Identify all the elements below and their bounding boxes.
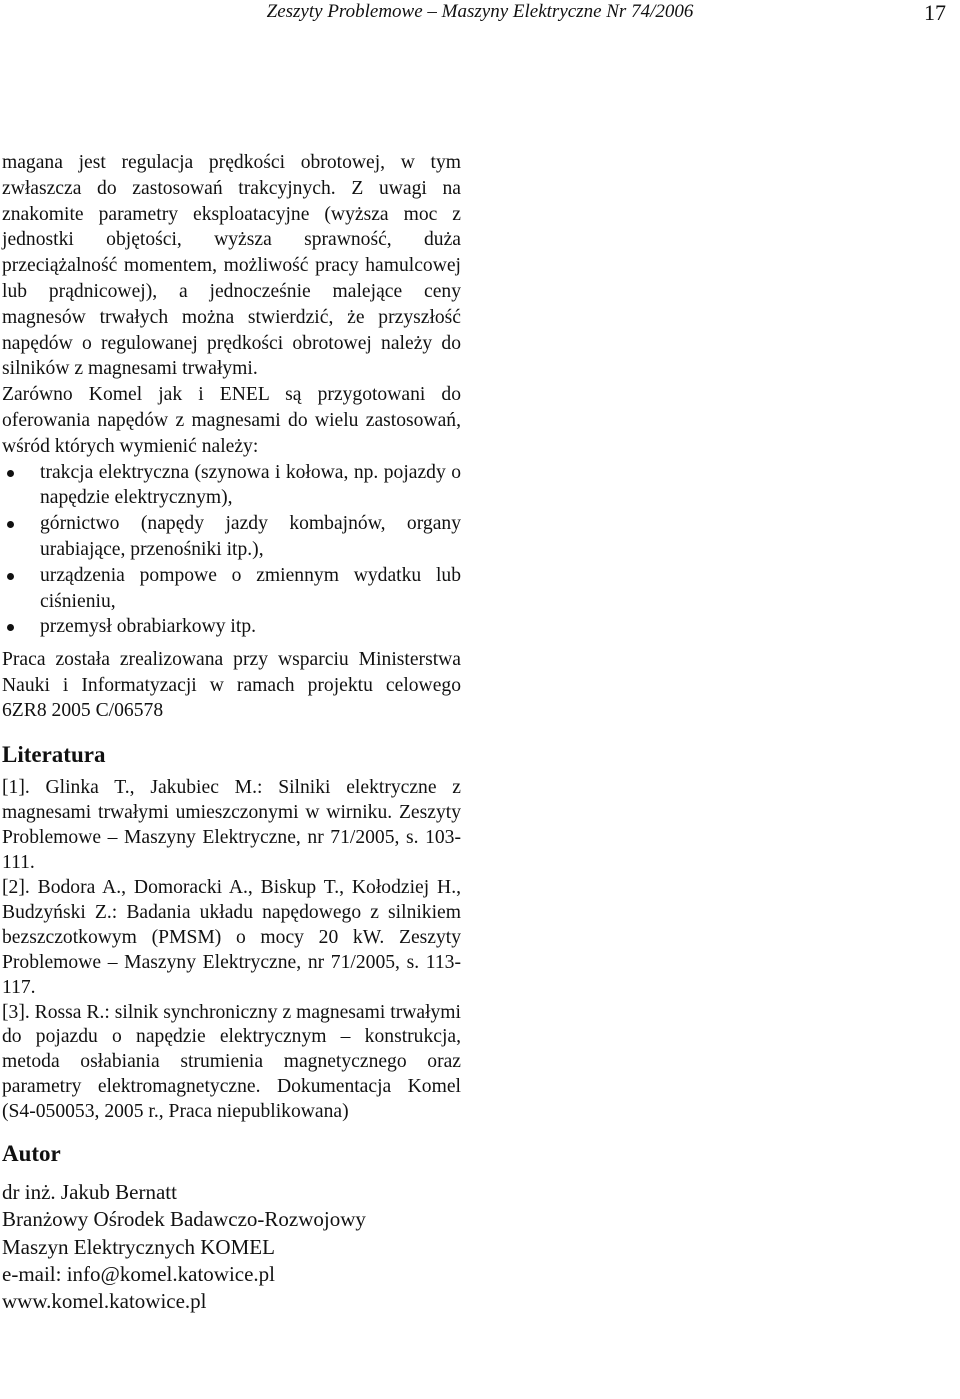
author-block: [2, 1179, 461, 1315]
body-paragraph-2: Zarówno Komel jak i ENEL są przygotowani do oferowania napędów z magnesami do wielu zastosowań, wśród których wymienić należy:: [2, 384, 461, 457]
list-item: trakcja elektryczna (szynowa i kołowa, np. pojazdy o napędzie elektrycznym),: [2, 460, 461, 512]
author-website: www.komel.katowice.pl: [2, 1289, 207, 1314]
author-name: dr inż. Jakub Bernatt: [2, 1180, 177, 1205]
text-column: [2, 150, 461, 1316]
reference-item: [1]. Glinka T., Jakubiec M.: Silniki elektryczne z magnesami trwałymi umieszczonymi w wirniku. Zeszyty Problemowe – Maszyny Elektryczne, nr 71/2005, s. 103-111.: [2, 777, 461, 874]
reference-item: [2]. Bodora A., Domoracki A., Biskup T., Kołodziej H., Budzyński Z.: Badania układu napędowego z silnikiem bezszczotkowym (PMSM) o mocy 20 kW. Zeszyty Problemowe – Maszyny Elektryczne, nr 71/2005, s. 113-117.: [2, 876, 461, 998]
list-item: urządzenia pompowe o zmiennym wydatku lub ciśnieniu,: [2, 563, 461, 615]
author-organization: Branżowy Ośrodek Badawczo-Rozwojowy: [2, 1207, 366, 1232]
author-organization-line-2: Maszyn Elektrycznych KOMEL: [2, 1234, 275, 1259]
list-item: przemysł obrabiarkowy itp.: [2, 614, 461, 640]
author-heading: Autor: [2, 1141, 61, 1167]
reference-item: [3]. Rossa R.: silnik synchroniczny z magnesami trwałymi do pojazdu o napędzie elektrycznym – konstrukcja, metoda osłabiania strumienia magnetycznego oraz parametry elektromagnetyczne. Dokumentacja Komel (S4-050053, 2005 r., Praca niepublikowana): [2, 1001, 461, 1123]
author-email: e-mail: info@komel.katowice.pl: [2, 1261, 276, 1286]
page-number: 17: [924, 0, 946, 25]
journal-title: Zeszyty Problemowe – Maszyny Elektryczne Nr 74/2006: [266, 1, 694, 22]
literature-heading: Literatura: [2, 742, 106, 768]
acknowledgement: Praca została zrealizowana przy wsparciu Ministerstwa Nauki i Informatyzacji w ramach projektu celowego 6ZR8 2005 C/06578: [2, 649, 461, 721]
body-paragraph-1: magana jest regulacja prędkości obrotowej, w tym zwłaszcza do zastosowań trakcyjnych. Z uwagi na znakomite parametry eksploatacyjne (wyższa moc z jednostki objętości, wyższa sprawność, duża przeciążalność momentem, możliwość pracy hamulcowej lub prądnicowej), a jednocześnie malejące ceny magnesów trwałych można stwierdzić, że przyszłość napędów o regulowanej prędkości obrotowej należy do silników z magnesami trwałymi.: [2, 152, 461, 380]
reference-list: [2, 776, 461, 1125]
applications-list: [2, 460, 461, 641]
page-header: [0, 0, 960, 30]
list-item: górnictwo (napędy jazdy kombajnów, organy urabiające, przenośniki itp.),: [2, 511, 461, 563]
